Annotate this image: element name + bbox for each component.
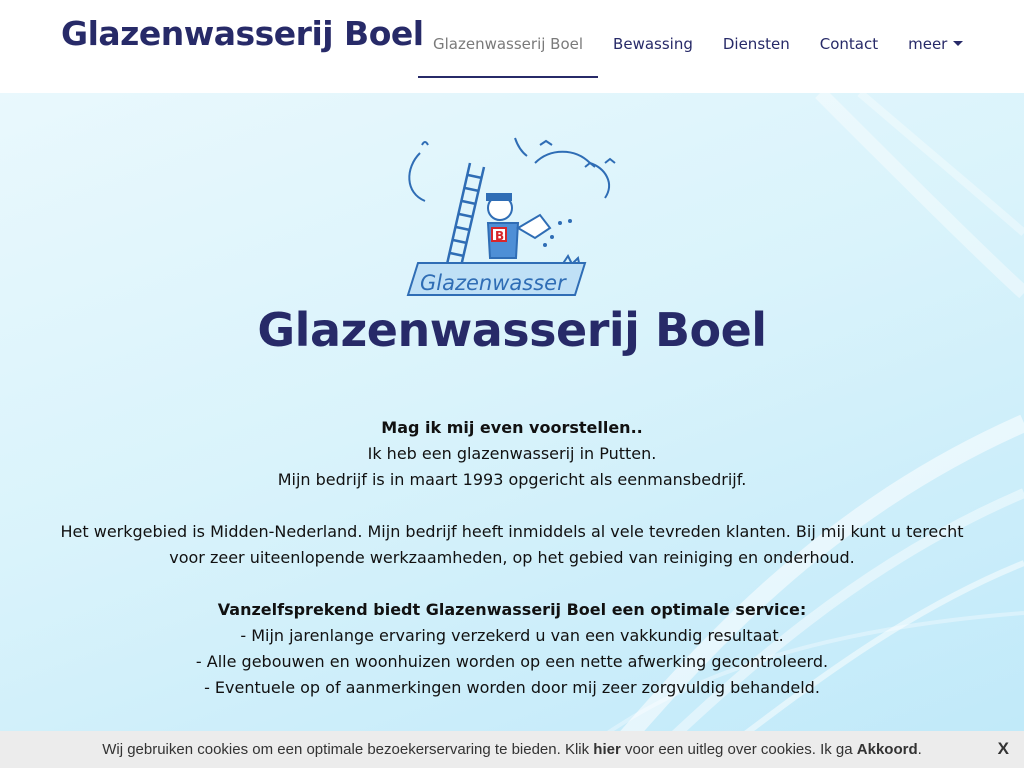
- intro-heading: Mag ik mij even voorstellen..: [381, 418, 643, 437]
- site-title[interactable]: Glazenwasserij Boel: [61, 14, 424, 53]
- paragraph-line: Het werkgebied is Midden-Nederland. Mijn bedrijf heeft inmiddels al vele tevreden klanten. Bij mij kunt u terecht: [60, 522, 964, 541]
- glazenwasser-logo: [400, 133, 625, 298]
- nav-item-home[interactable]: Glazenwasserij Boel: [418, 0, 598, 78]
- intro-content: [40, 415, 984, 701]
- intro-line: Mijn bedrijf is in maart 1993 opgericht als eenmansbedrijf.: [277, 470, 747, 489]
- close-icon[interactable]: X: [997, 739, 1009, 758]
- caret-down-icon: [953, 41, 963, 46]
- hero-section: [0, 93, 1024, 768]
- brand-name: Glazenwasserij Boel: [257, 303, 767, 357]
- logo-banner-text: Glazenwasser: [420, 271, 566, 295]
- nav-item-bewassing[interactable]: Bewassing: [613, 35, 693, 53]
- service-item: - Mijn jarenlange ervaring verzekerd u van een vakkundig resultaat.: [240, 626, 784, 645]
- cookie-info-link[interactable]: hier: [593, 741, 621, 758]
- main-nav: [418, 0, 978, 93]
- service-item: - Alle gebouwen en woonhuizen worden op een nette afwerking gecontroleerd.: [195, 652, 829, 671]
- nav-item-diensten[interactable]: Diensten: [722, 35, 790, 53]
- intro-line: Ik heb een glazenwasserij in Putten.: [367, 444, 657, 463]
- service-heading: Vanzelfsprekend biedt Glazenwasserij Boel een optimale service:: [217, 600, 807, 619]
- cookie-banner: [0, 731, 1024, 768]
- paragraph-line: voor zeer uiteenlopende werkzaamheden, op het gebied van reiniging en onderhoud.: [169, 548, 855, 567]
- nav-item-meer[interactable]: [893, 0, 978, 78]
- cookie-message: Wij gebruiken cookies om een optimale bezoekerservaring te bieden. Klik hier voor een uitleg over cookies. Ik ga Akkoord.: [102, 741, 922, 758]
- nav-item-contact[interactable]: Contact: [819, 35, 879, 53]
- cookie-accept-link[interactable]: Akkoord: [856, 741, 918, 758]
- site-header: [0, 0, 1024, 93]
- logo-badge-letter: B: [495, 229, 505, 243]
- nav-item-meer-label: meer: [908, 35, 948, 53]
- service-item: - Eventuele op of aanmerkingen worden door mij zeer zorgvuldig behandeld.: [204, 678, 820, 697]
